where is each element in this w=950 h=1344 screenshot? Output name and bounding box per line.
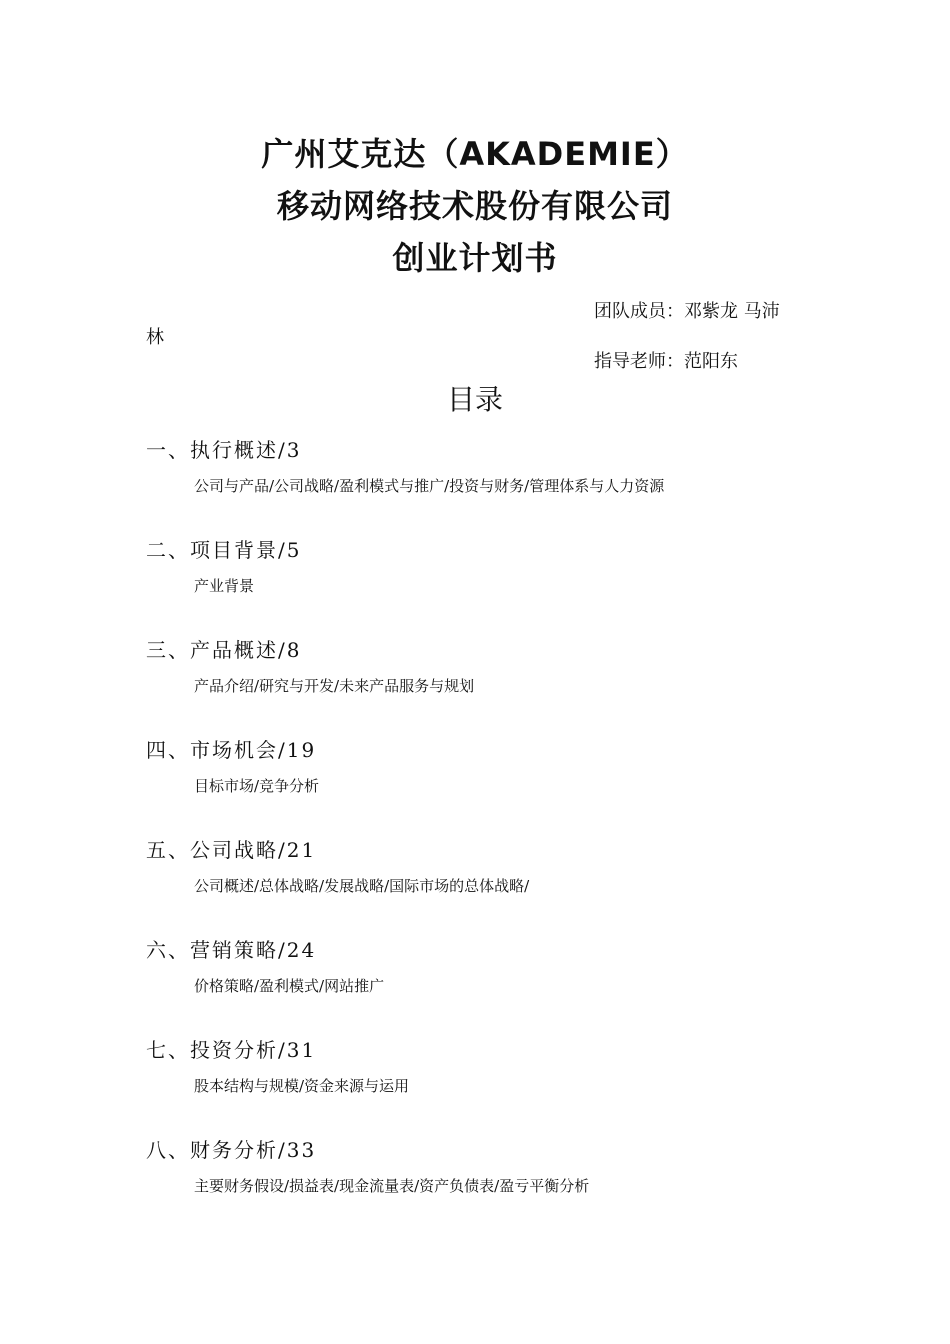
team-members: 团队成员：邓紫龙 马沛	[594, 301, 780, 322]
title-line-plan: 创业计划书	[392, 239, 558, 277]
toc-section-title: 四、市场机会/19	[146, 738, 317, 762]
toc-section-title: 八、财务分析/33	[146, 1138, 317, 1162]
toc-section-title: 五、公司战略/21	[146, 838, 317, 862]
toc-section-title: 一、执行概述/3	[146, 438, 302, 462]
toc-entry	[146, 432, 846, 532]
toc-entry	[146, 832, 846, 932]
table-of-contents	[146, 432, 846, 1232]
document-title	[0, 128, 950, 284]
toc-entry	[146, 932, 846, 1032]
toc-subsections: 目标市场/竞争分析	[194, 777, 320, 795]
toc-subsections: 股本结构与规模/资金来源与运用	[194, 1077, 410, 1095]
toc-section-title: 六、营销策略/24	[146, 938, 317, 962]
team-members-wrap: 林	[146, 327, 164, 348]
toc-subsections: 价格策略/盈利模式/网站推广	[194, 977, 385, 995]
toc-subsections: 主要财务假设/损益表/现金流量表/资产负债表/盈亏平衡分析	[194, 1177, 590, 1195]
toc-entry	[146, 732, 846, 832]
toc-entry	[146, 1132, 846, 1232]
toc-subsections: 产业背景	[194, 577, 255, 595]
toc-heading: 目录	[446, 383, 503, 416]
toc-entry	[146, 1032, 846, 1132]
toc-subsections: 公司概述/总体战略/发展战略/国际市场的总体战略/	[194, 877, 530, 895]
toc-entry	[146, 632, 846, 732]
title-line-company: 广州艾克达（AKADEMIE）	[261, 135, 689, 173]
toc-section-title: 七、投资分析/31	[146, 1038, 317, 1062]
advisor: 指导老师：范阳东	[594, 351, 738, 372]
toc-subsections: 产品介绍/研究与开发/未来产品服务与规划	[194, 677, 475, 695]
toc-section-title: 三、产品概述/8	[146, 638, 302, 662]
title-line-company-type: 移动网络技术股份有限公司	[276, 187, 673, 225]
toc-subsections: 公司与产品/公司战略/盈利模式与推广/投资与财务/管理体系与人力资源	[194, 477, 665, 495]
toc-entry	[146, 532, 846, 632]
toc-section-title: 二、项目背景/5	[146, 538, 302, 562]
